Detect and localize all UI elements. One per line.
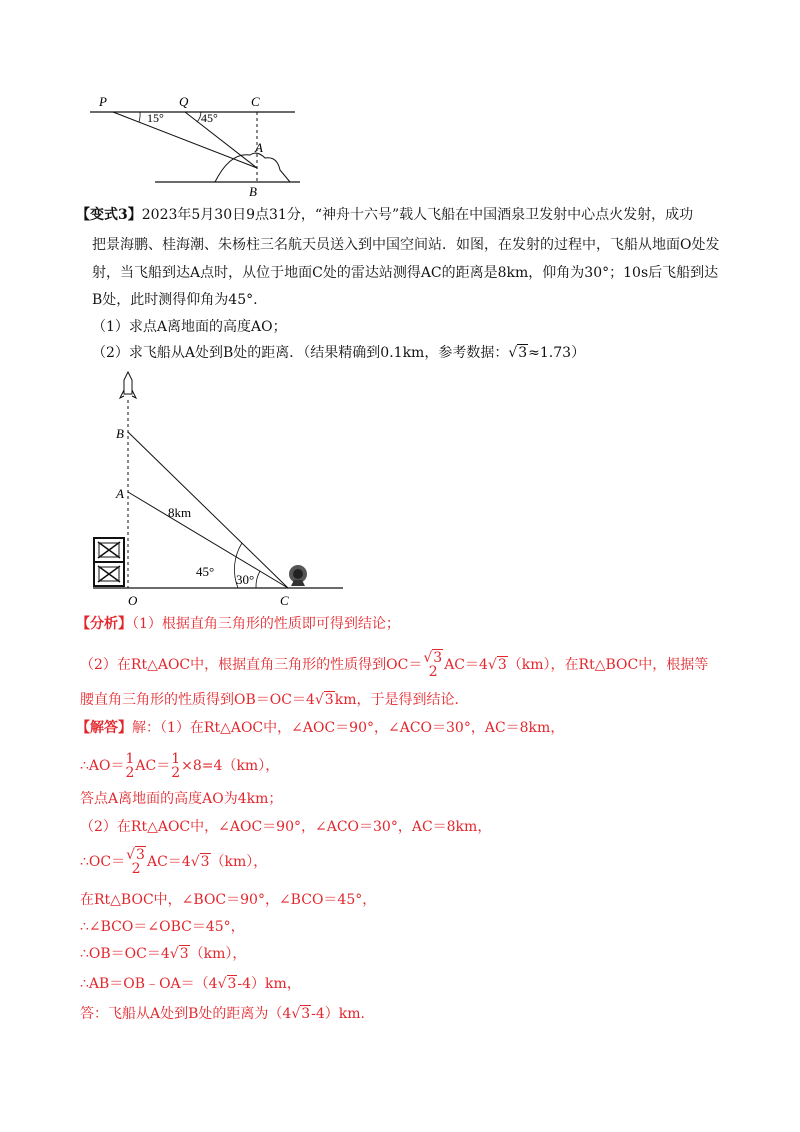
solution-line-4: （2）在Rt△AOC中，∠AOC＝90°，∠ACO＝30°，AC＝8km， [80, 819, 492, 835]
figure-rocket-radar [88, 362, 353, 612]
label-b-top: B [249, 184, 257, 199]
solution-line-3: 答点A离地面的高度AO为4km； [80, 791, 283, 807]
analysis-text-4: （km），在Rt△BOC中，根据等 [507, 657, 709, 673]
solution-line-2 [80, 748, 279, 784]
analysis-line-2 [80, 645, 708, 685]
sqrt-sign: √ [169, 946, 179, 962]
analysis-line-1 [76, 614, 400, 634]
sqrt-sign: √ [217, 976, 227, 992]
label-45deg-fig2: 45° [196, 564, 215, 579]
label-c-top: C [251, 94, 260, 109]
fraction-1-over-2 [171, 752, 180, 780]
sqrt-value: 3 [518, 345, 528, 361]
radar-icon [289, 565, 307, 586]
solution-line-7: ∴∠BCO＝∠OBC＝45°， [80, 919, 245, 935]
fraction-1-over-2 [126, 752, 135, 780]
denominator: 2 [125, 765, 135, 781]
solution-text-2c: ×8=4（km）， [181, 758, 280, 774]
question-1: （1）求点A离地面的高度AO； [92, 319, 287, 335]
label-a-top: A [255, 140, 263, 155]
label-o: O [128, 593, 138, 608]
solution-text-10a: 答：飞船从A处到B处的距离为（4 [80, 1006, 292, 1022]
label-b-fig2: B [116, 426, 124, 441]
analysis-text-6: km，于是得到结论． [334, 692, 469, 708]
analysis-text-2: （2）在Rt△AOC中，根据直角三角形的性质得到OC＝ [80, 657, 423, 673]
building-icon [94, 538, 124, 586]
sqrt-value: 3 [227, 976, 237, 992]
label-15deg: 15° [147, 111, 164, 125]
sqrt-value: 3 [433, 650, 443, 666]
sqrt-sign: √ [423, 650, 433, 666]
sqrt-sign: √ [291, 1006, 301, 1022]
label-p: P [99, 94, 107, 109]
sqrt-value: 3 [179, 946, 189, 962]
problem-line-3: 射，当飞船到达A点时，从位于地面C处的雷达站测得AC的距离是8km，仰角为30°；10s后飞船到达 [92, 265, 719, 281]
rocket-icon [120, 372, 136, 398]
solution-text-5b: AC＝4 [146, 854, 191, 870]
problem-line-4: B处，此时测得仰角为45°. [92, 292, 258, 308]
numerator: 1 [171, 751, 181, 767]
label-q: Q [179, 94, 189, 109]
figure-ship-angles [85, 90, 315, 200]
solution-text-5a: ∴OC＝ [80, 854, 126, 870]
label-45deg-top: 45° [201, 111, 218, 125]
sqrt-sign: √ [190, 854, 200, 870]
sqrt-value: 3 [324, 692, 334, 708]
sqrt-value: 3 [497, 657, 507, 673]
solution-text-8a: ∴OB＝OC＝4 [80, 946, 170, 962]
problem-tag: 【变式3】 [76, 207, 142, 223]
solution-line-1 [76, 718, 564, 738]
question-2-approx: ≈1.73） [528, 345, 586, 361]
sqrt-value: 3 [301, 1006, 311, 1022]
analysis-tag: 【分析】 [76, 616, 132, 632]
label-c-fig2: C [280, 593, 289, 608]
analysis-text-3: AC＝4 [444, 657, 488, 673]
label-a-fig2: A [116, 486, 124, 501]
solution-line-6: 在Rt△BOC中，∠BOC＝90°，∠BCO＝45°， [80, 892, 377, 908]
question-2-text: （2）求飞船从A处到B处的距离．（结果精确到0.1km，参考数据： [92, 345, 509, 361]
fraction-sqrt3-over-2 [423, 651, 443, 679]
label-30deg: 30° [236, 572, 255, 587]
solution-text-10b: -4）km. [311, 1006, 366, 1022]
analysis-line-3 [80, 690, 468, 710]
denominator: 2 [428, 664, 438, 680]
solution-text-2b: AC＝ [135, 758, 171, 774]
analysis-text-5: 腰直角三角形的性质得到OB＝OC＝4 [80, 692, 315, 708]
fraction-sqrt3-over-2 [126, 848, 146, 876]
problem-line-1 [76, 205, 693, 225]
solution-tag: 【解答】 [76, 720, 132, 736]
solution-text-1: 解：（1）在Rt△AOC中，∠AOC＝90°，∠ACO＝30°，AC＝8km， [132, 720, 565, 736]
problem-line-2: 把景海鹏、桂海潮、朱杨柱三名航天员送入到中国空间站．如图，在发射的过程中，飞船从地面O处发 [92, 237, 720, 253]
solution-line-9 [80, 974, 301, 994]
denominator: 2 [131, 861, 141, 877]
denominator: 2 [171, 765, 181, 781]
solution-line-5 [80, 842, 267, 882]
solution-text-2a: ∴AO＝ [80, 758, 125, 774]
sqrt-value: 3 [136, 847, 145, 863]
sqrt-value: 3 [200, 854, 210, 870]
solution-text-5c: （km）， [210, 854, 268, 870]
solution-text-9a: ∴AB＝OB﹣OA＝（4 [80, 976, 218, 992]
label-8km: 8km [168, 505, 192, 520]
sqrt-sign: √ [126, 847, 136, 863]
problem-text-1: 2023年5月30日9点31分，“神舟十六号”载人飞船在中国酒泉卫发射中心点火发射，成功 [141, 207, 694, 223]
solution-text-9b: -4）km， [237, 976, 301, 992]
solution-line-8 [80, 944, 246, 964]
sqrt-sign: √ [487, 657, 497, 673]
solution-line-10 [80, 1004, 365, 1024]
numerator: 1 [125, 751, 135, 767]
sqrt-sign: √ [508, 345, 518, 361]
analysis-text-1: （1）根据直角三角形的性质即可得到结论； [132, 616, 400, 632]
question-2 [92, 343, 585, 363]
solution-text-8b: （km）， [189, 946, 247, 962]
sqrt-sign: √ [314, 692, 324, 708]
